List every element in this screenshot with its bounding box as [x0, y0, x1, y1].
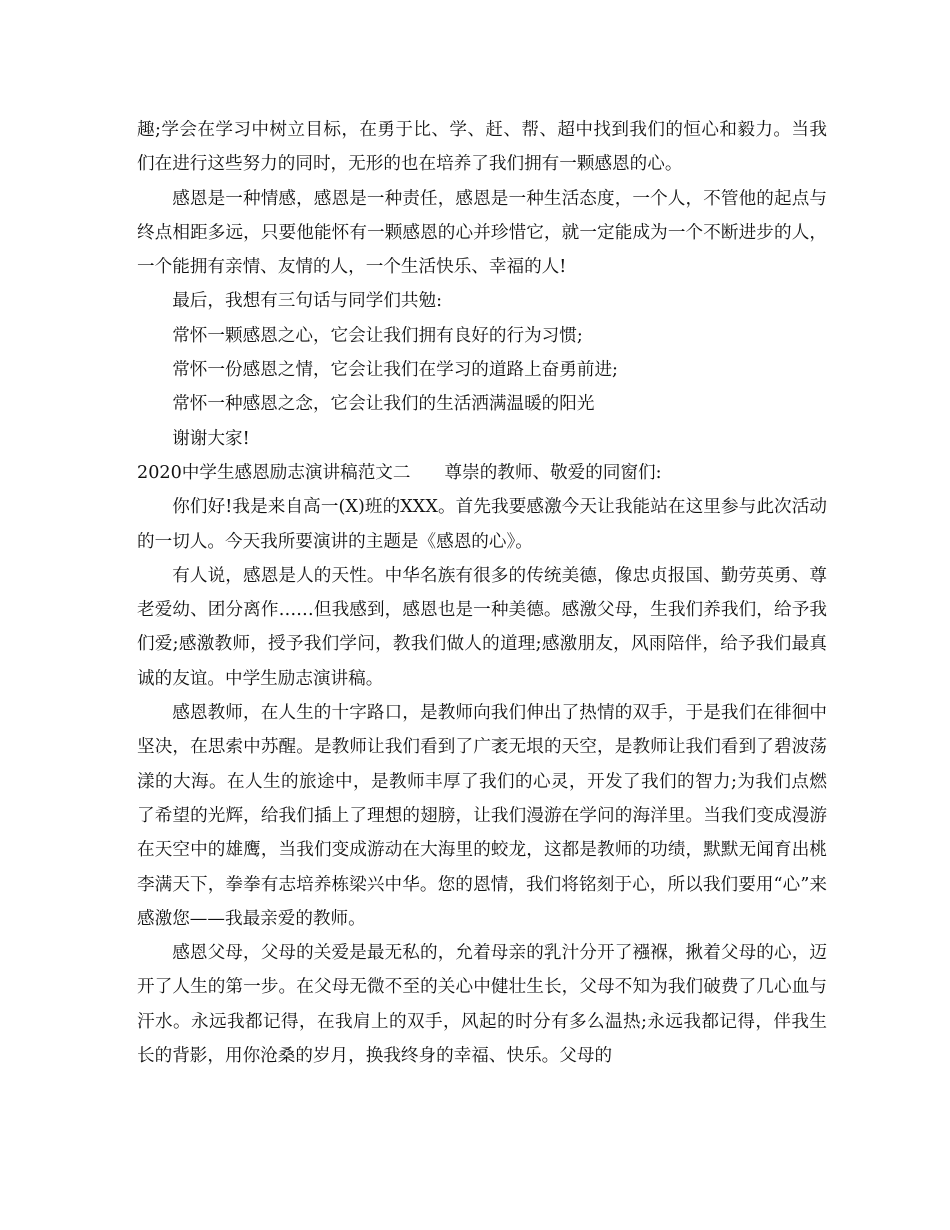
paragraph-11: 感恩父母，父母的关爱是最无私的，允着母亲的乳汁分开了襁褓，揪着父母的心，迈开了人生的第一步。在父母无微不至的关心中健壮生长，父母不知为我们破费了几心血与汗水。永远我都记得，在我肩上的双手，风起的时分有多么温热;永远我都记得，伴我生长的背影，用你沧桑的岁月，换我终身的幸福、快乐。父母的	[137, 943, 827, 1067]
paragraph-6: 常怀一种感恩之念，它会让我们的生活洒满温暖的阳光	[172, 394, 595, 415]
document-page	[137, 113, 827, 1073]
paragraph-5: 常怀一份感恩之情，它会让我们在学习的道路上奋勇前进;	[172, 360, 618, 381]
section-title: 2020中学生感恩励志演讲稿范文二	[137, 462, 411, 483]
section-heading-line	[137, 456, 827, 490]
paragraph-1: 趣;学会在学习中树立目标，在勇于比、学、赶、帮、超中找到我们的恒心和毅力。当我们在进行这些努力的同时，无形的也在培养了我们拥有一颗感恩的心。	[137, 120, 827, 175]
salutation: 尊崇的教师、敬爱的同窗们:	[444, 462, 662, 483]
paragraph-4: 常怀一颗感恩之心，它会让我们拥有良好的行为习惯;	[172, 325, 583, 346]
paragraph-3: 最后，我想有三句话与同学们共勉:	[172, 291, 443, 312]
paragraph-2: 感恩是一种情感，感恩是一种责任，感恩是一种生活态度，一个人，不管他的起点与终点相距多远，只要他能怀有一颗感恩的心并珍惜它，就一定能成为一个不断进步的人，一个能拥有亲情、友情的人，一个生活快乐、幸福的人!	[137, 188, 827, 278]
paragraph-9: 有人说，感恩是人的天性。中华名族有很多的传统美德，像忠贞报国、勤劳英勇、尊老爱幼、团分离作……但我感到，感恩也是一种美德。感激父母，生我们养我们，给予我们爱;感激教师，授予我们学问，教我们做人的道理;感激朋友，风雨陪伴，给予我们最真诚的友谊。中学生励志演讲稿。	[137, 565, 827, 689]
paragraph-8: 你们好!我是来自高一(X)班的XXX。首先我要感激今天让我能站在这里参与此次活动的一切人。今天我所要演讲的主题是《感恩的心》。	[137, 497, 827, 552]
paragraph-10: 感恩教师，在人生的十字路口，是教师向我们伸出了热情的双手，于是我们在徘徊中坚决，在思索中苏醒。是教师让我们看到了广袤无垠的天空，是教师让我们看到了碧波荡漾的大海。在人生的旅途中，是教师丰厚了我们的心灵，开发了我们的智力;为我们点燃了希望的光辉，给我们插上了理想的翅膀，让我们漫游在学问的海洋里。当我们变成漫游在天空中的雄鹰，当我们变成游动在大海里的蛟龙，这都是教师的功绩，默默无闻育出桃李满天下，拳拳有志培养栋梁兴中华。您的恩情，我们将铭刻于心，所以我们要用“心”来感激您——我最亲爱的教师。	[137, 703, 827, 929]
paragraph-7: 谢谢大家!	[172, 428, 250, 449]
